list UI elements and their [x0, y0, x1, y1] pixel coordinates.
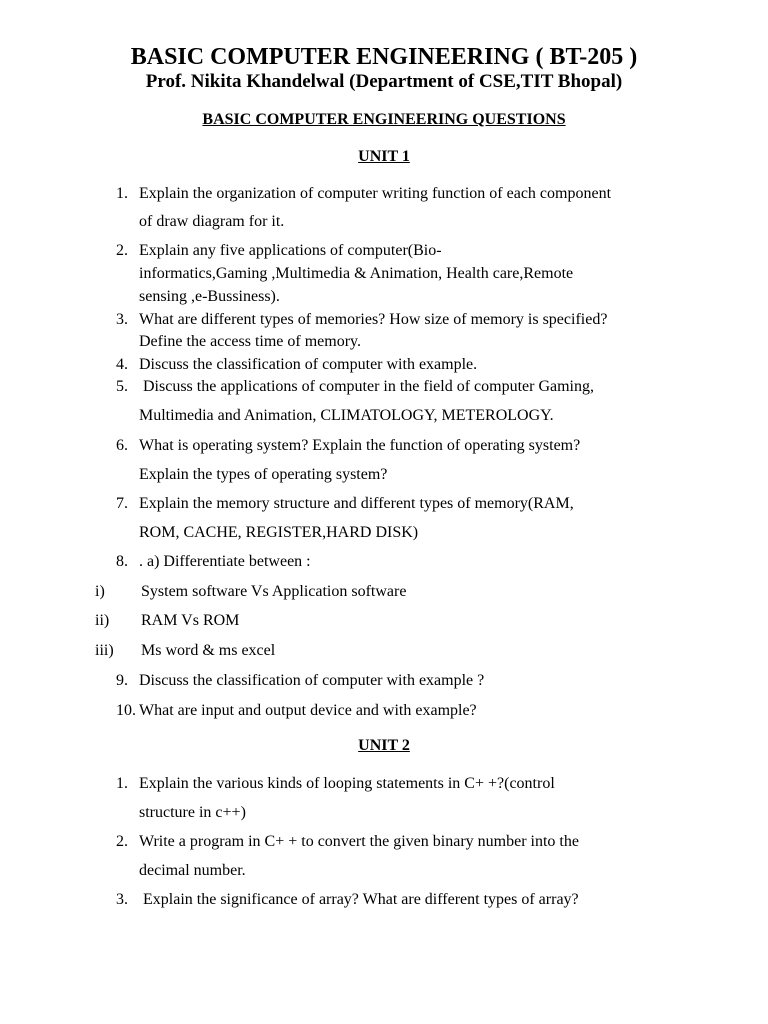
question-text: Explain the various kinds of looping statements in C+ +?(control	[139, 775, 555, 792]
sub-item-text: System software Vs Application software	[141, 583, 407, 600]
question-text: ROM, CACHE, REGISTER,HARD DISK)	[139, 524, 419, 541]
question-number: 3.	[116, 891, 128, 908]
question-number: 2.	[116, 833, 128, 850]
unit-2-heading: UNIT 2	[358, 737, 410, 754]
unit-1-heading: UNIT 1	[358, 148, 410, 165]
question-text: decimal number.	[139, 862, 246, 879]
question-text: Explain the organization of computer writing function of each component	[139, 185, 612, 202]
question-number: 1.	[116, 775, 128, 792]
question-number: 3.	[116, 311, 128, 328]
question-text: Explain the significance of array? What are different types of array?	[139, 891, 579, 908]
question-number: 8.	[116, 553, 128, 570]
question-text: Explain any five applications of computer(Bio-	[139, 242, 442, 259]
sub-item-number: iii)	[95, 642, 114, 659]
question-number: 1.	[116, 185, 128, 202]
question-number: 10.	[116, 702, 136, 719]
question-text: What are input and output device and with example?	[139, 702, 477, 719]
question-number: 9.	[116, 672, 128, 689]
question-text: What are different types of memories? How size of memory is specified?	[139, 311, 608, 328]
question-text: structure in c++)	[139, 804, 246, 821]
question-text: What is operating system? Explain the function of operating system?	[139, 437, 581, 454]
question-text: Explain the memory structure and different types of memory(RAM,	[139, 495, 574, 512]
question-text: Define the access time of memory.	[139, 333, 361, 350]
question-text: Discuss the applications of computer in the field of computer Gaming,	[139, 378, 594, 395]
question-text: sensing ,e-Bussiness).	[139, 288, 280, 305]
question-text: Discuss the classification of computer with example ?	[139, 672, 485, 689]
question-text: Write a program in C+ + to convert the given binary number into the	[139, 833, 579, 850]
question-number: 5.	[116, 378, 128, 395]
sub-item-number: ii)	[95, 612, 110, 629]
question-text: of draw diagram for it.	[139, 213, 285, 230]
sub-item-text: Ms word & ms excel	[141, 642, 276, 659]
question-text: . a) Differentiate between :	[139, 553, 311, 570]
question-number: 4.	[116, 356, 128, 373]
sub-item-text: RAM Vs ROM	[141, 612, 240, 629]
sub-item-number: i)	[95, 583, 105, 600]
question-number: 6.	[116, 437, 128, 454]
question-text: informatics,Gaming ,Multimedia & Animation, Health care,Remote	[139, 265, 574, 282]
question-text: Multimedia and Animation, CLIMATOLOGY, METEROLOGY.	[139, 407, 554, 424]
question-text: Discuss the classification of computer with example.	[139, 356, 478, 373]
question-number: 2.	[116, 242, 128, 259]
document-title: BASIC COMPUTER ENGINEERING ( BT-205 )	[130, 44, 638, 70]
section-title: BASIC COMPUTER ENGINEERING QUESTIONS	[202, 111, 566, 128]
question-number: 7.	[116, 495, 128, 512]
question-text: Explain the types of operating system?	[139, 466, 388, 483]
document-author: Prof. Nikita Khandelwal (Department of CSE,TIT Bhopal)	[145, 71, 623, 92]
